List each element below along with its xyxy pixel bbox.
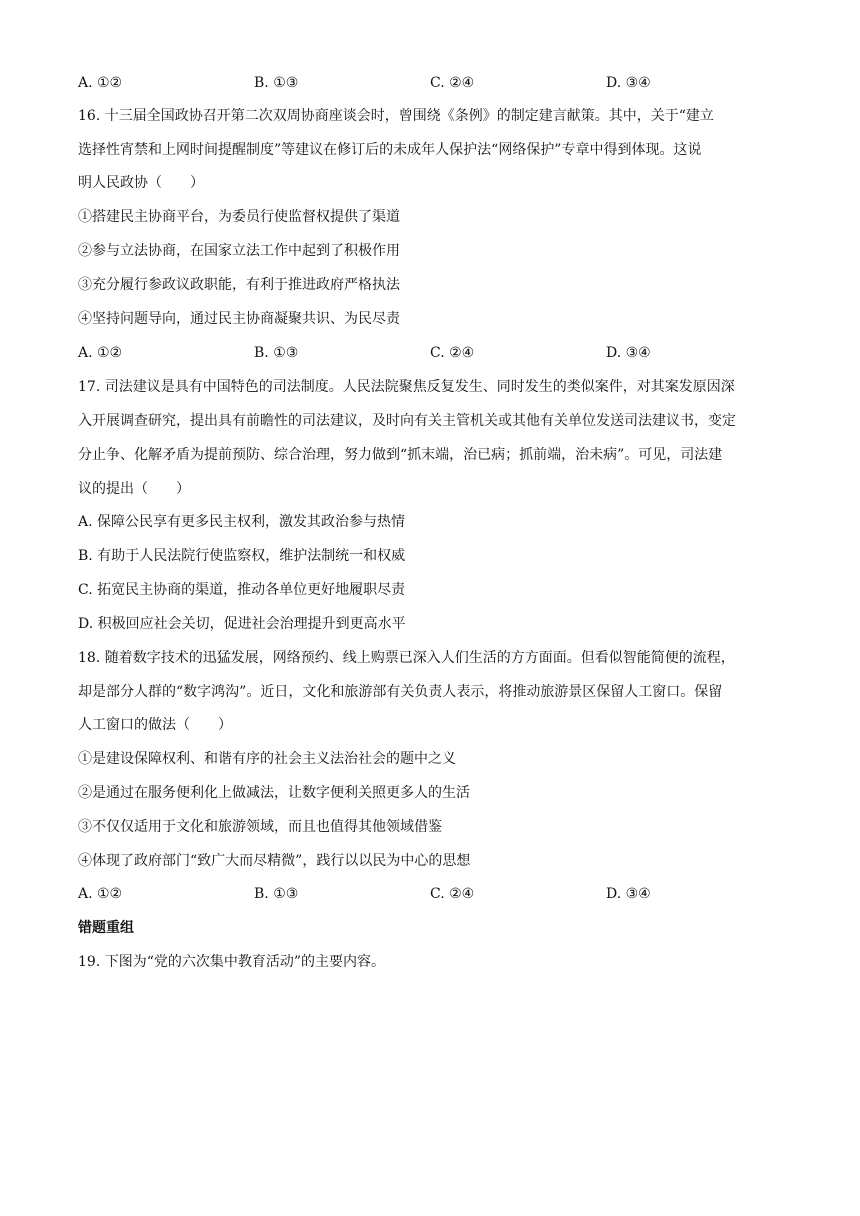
q16-option-c: C. ②④ <box>430 345 475 361</box>
q16-option-a: A. ①② <box>78 345 123 361</box>
q17-stem-line-3: 分止争、化解矛盾为提前预防、综合治理，努力做到“抓末端，治已病；抓前端，治未病”。可见，司法建 <box>78 447 723 463</box>
q16-item-3: ③充分履行参政议政职能，有利于推进政府严格执法 <box>78 277 400 293</box>
q17-choice-b: B. 有助于人民法院行使监察权，维护法制统一和权威 <box>78 548 406 564</box>
q18-option-b: B. ①③ <box>254 886 299 902</box>
q18-item-4: ④体现了政府部门“致广大而尽精微”，践行以以民为中心的思想 <box>78 853 471 869</box>
q16-option-b: B. ①③ <box>254 345 299 361</box>
q16-item-4: ④坚持问题导向，通过民主协商凝聚共识、为民尽责 <box>78 311 400 327</box>
q16-stem-line-1: 16. 十三届全国政协召开第二次双周协商座谈会时，曾围绕《条例》的制定建言献策。其中，关于“建立 <box>78 108 714 124</box>
q15-options <box>78 73 798 93</box>
q16-item-2: ②参与立法协商，在国家立法工作中起到了积极作用 <box>78 243 400 259</box>
q17-choice-c: C. 拓宽民主协商的渠道，推动各单位更好地履职尽责 <box>78 582 406 598</box>
q18-item-2: ②是通过在服务便利化上做减法，让数字便利关照更多人的生活 <box>78 785 470 801</box>
q17-stem-line-4: 议的提出（ ） <box>78 481 190 497</box>
q15-option-c: C. ②④ <box>430 75 475 91</box>
q16-options <box>78 343 798 363</box>
q18-item-1: ①是建设保障权利、和谐有序的社会主义法治社会的题中之义 <box>78 751 456 767</box>
q15-option-a: A. ①② <box>78 75 123 91</box>
q16-stem-line-3: 明人民政协（ ） <box>78 175 204 191</box>
q18-options <box>78 884 798 904</box>
q15-option-d: D. ③④ <box>606 75 651 91</box>
q18-item-3: ③不仅仅适用于文化和旅游领域，而且也值得其他领域借鉴 <box>78 819 442 835</box>
q18-option-a: A. ①② <box>78 886 123 902</box>
q19-stem: 19. 下图为“党的六次集中教育活动”的主要内容。 <box>78 954 386 970</box>
q18-option-c: C. ②④ <box>430 886 475 902</box>
q17-choice-a: A. 保障公民享有更多民主权利，激发其政治参与热情 <box>78 514 406 530</box>
q18-stem-line-2: 却是部分人群的“数字鸿沟”。近日，文化和旅游部有关负责人表示，将推动旅游景区保留人工窗口。保留 <box>78 684 723 700</box>
q16-item-1: ①搭建民主协商平台，为委员行使监督权提供了渠道 <box>78 209 400 225</box>
q17-stem-line-2: 入开展调查研究，提出具有前瞻性的司法建议，及时向有关主管机关或其他有关单位发送司法建议书，变定 <box>78 413 736 429</box>
q16-stem-line-2: 选择性宵禁和上网时间提醒制度”等建议在修订后的未成年人保护法“网络保护”专章中得到体现。这说 <box>78 142 702 158</box>
q17-choice-d: D. 积极回应社会关切，促进社会治理提升到更高水平 <box>78 616 406 632</box>
section-heading: 错题重组 <box>78 920 134 936</box>
q18-option-d: D. ③④ <box>606 886 651 902</box>
q18-stem-line-1: 18. 随着数字技术的迅猛发展，网络预约、线上购票已深入人们生活的方方面面。但看似智能简便的流程， <box>78 650 735 666</box>
q18-stem-line-3: 人工窗口的做法（ ） <box>78 717 232 733</box>
q16-option-d: D. ③④ <box>606 345 651 361</box>
q15-option-b: B. ①③ <box>254 75 299 91</box>
q17-stem-line-1: 17. 司法建议是具有中国特色的司法制度。人民法院聚焦反复发生、同时发生的类似案件，对其案发原因深 <box>78 379 735 395</box>
